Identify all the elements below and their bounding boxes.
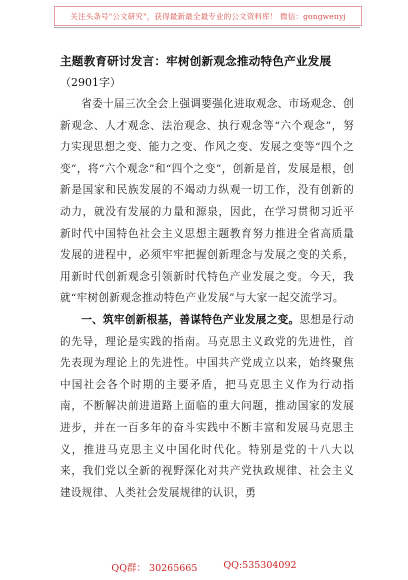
header-divider [54,27,360,28]
footer-qq-group: QQ群： 30265665 [111,563,198,574]
footer-qq: QQ:535304092 [223,560,297,571]
section-1-body: 思想是行动的先导，理论是实践的指南。马克思主义政党的先进性，首先表现为理论上的先进性。中国共产党成立以来，始终聚焦中国社会各个时期的主要矛盾，把马克思主义作为行动指南，不断解决前进道路上面临的重大问题，推动国家的发展进步，并在一百多年的奋斗实践中不断丰富和发展马克思主义，推进马克思主义中国化时代化。特别是党的十八大以来，我们党以全新的视野深化对共产党执政规律、社会主义建设规律、人类社会发展规律的认识，勇 [60,313,354,499]
document-body [60,50,354,504]
document-title: 主题教育研讨发言：牢树创新观念推动特色产业发展 [60,54,332,68]
header-notice: 关注头条号"公文研究"，获得最新最全最专业的公文资料库！ 微信：gongwenyj [70,11,346,21]
header-notice-box [54,6,362,26]
section-1-heading: 一、筑牢创新根基，善谋特色产业发展之变。 [81,313,300,326]
intro-paragraph: 省委十届三次全会上强调要强化进取观念、市场观念、创新观念、人才观念、法治观念、执行观念等“六个观念”，努力实现思想之变、能力之变、作风之变、发展之变等“四个之变”，将“六个观念”和“四个之变”，创新是首，发展是根，创新是国家和民族发展的不竭动力纵观一切工作，没有创新的动力，就没有发展的力量和源泉，因此，在学习贯彻习近平新时代中国特色社会主义思想主题教育努力推进全省高质量发展的进程中，必须牢牢把握创新理念与发展之变的关系，用新时代创新观念引领新时代特色产业发展之变。今天，我就“牢树创新观念推动特色产业发展”与大家一起交流学习。 [60,98,354,305]
section-1-paragraph [60,310,354,504]
footer-contact [0,560,408,574]
word-count: （2901字） [60,76,121,89]
